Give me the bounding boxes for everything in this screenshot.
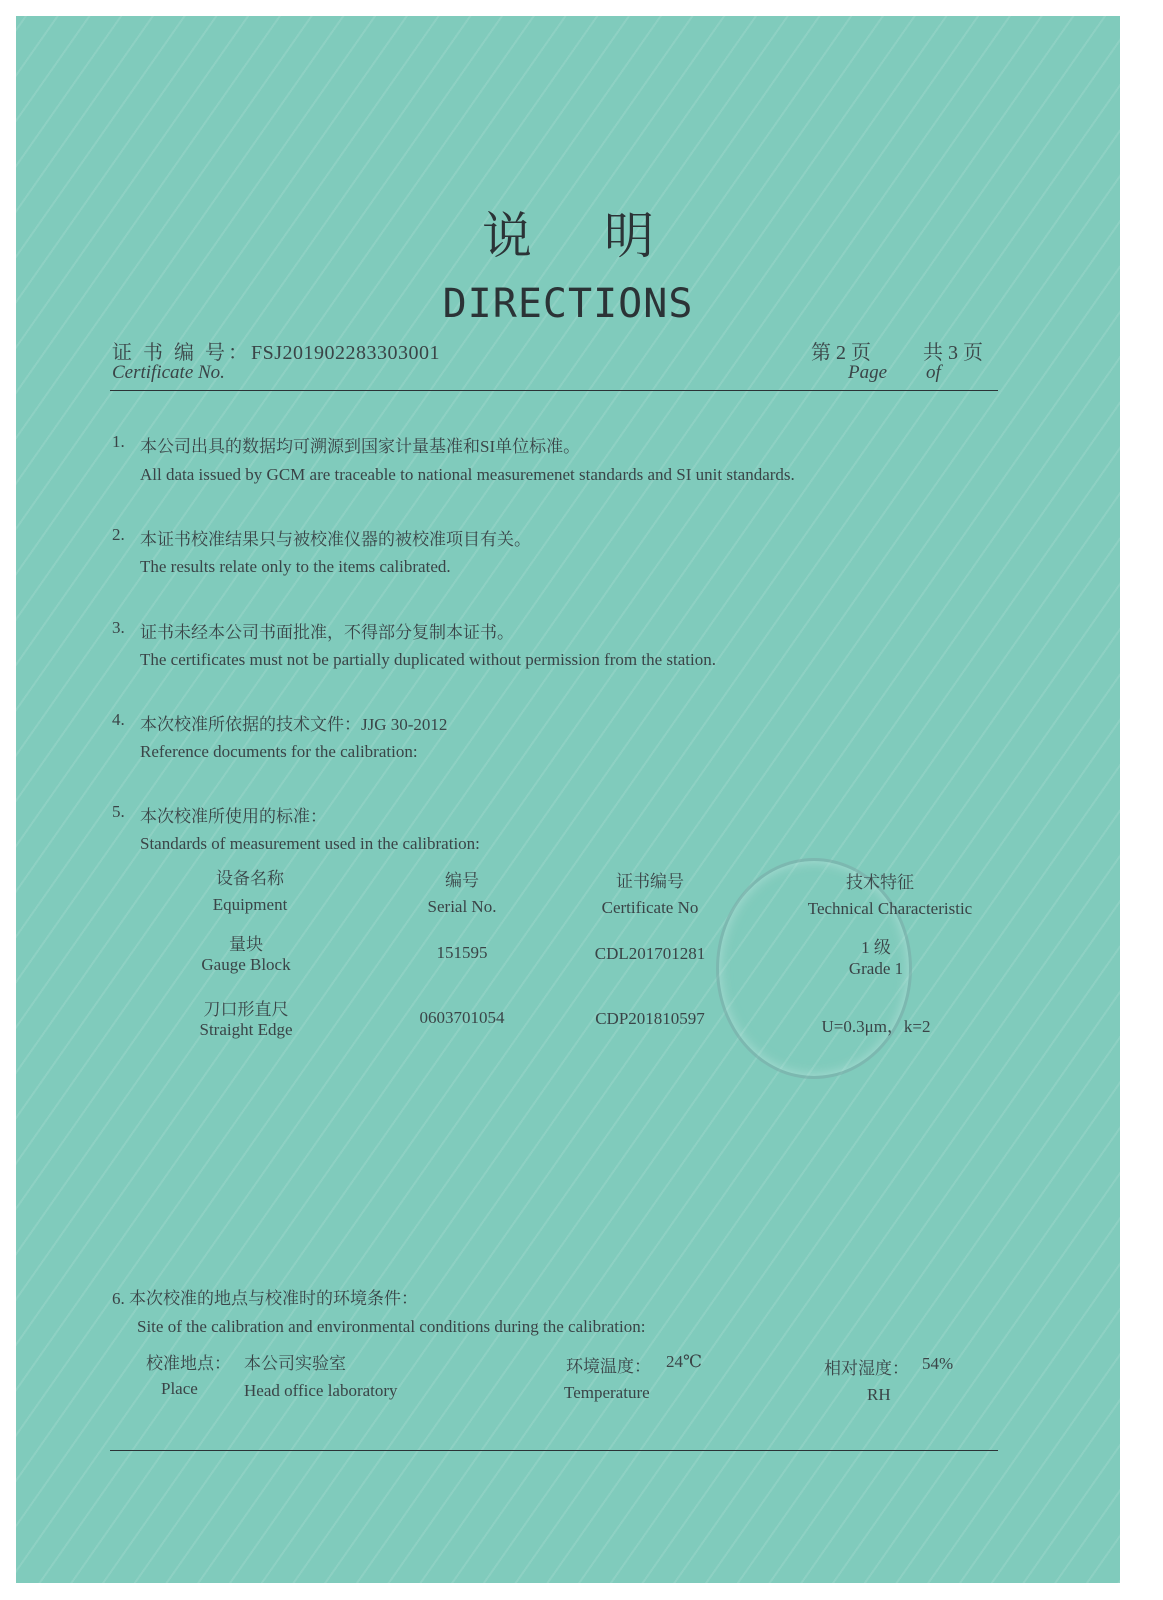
item-text-cn: 本次校准所依据的技术文件：JJG 30-2012 — [140, 715, 448, 734]
total-pages-label-en: of — [926, 362, 941, 383]
column-header-serial-cn: 编号 — [445, 871, 479, 890]
place-value-cn: 本公司实验室 — [244, 1354, 346, 1373]
table-cell-serial: 0603701054 — [419, 1008, 505, 1027]
certificate-number: FSJ201902283303001 — [251, 342, 441, 364]
header-divider — [110, 390, 998, 391]
item-number: 4. — [112, 710, 125, 729]
item-text-cn: 本公司出具的数据均可溯源到国家计量基准和SI单位标准。 — [140, 437, 581, 456]
item-text-en: All data issued by GCM are traceable to national measuremenet standards and SI unit standards. — [140, 465, 795, 484]
temperature-label-en: Temperature — [564, 1383, 650, 1402]
rh-value: 54% — [922, 1354, 954, 1373]
temperature-value: 24℃ — [666, 1352, 703, 1371]
certificate-number-line — [112, 336, 440, 365]
rh-label-en: RH — [867, 1385, 891, 1404]
column-header-certificate-en: Certificate No — [601, 898, 699, 917]
column-header-equipment-en: Equipment — [212, 895, 288, 914]
place-label-en: Place — [161, 1379, 198, 1398]
page-label-en: Page — [848, 362, 888, 383]
item-number: 1. — [112, 432, 125, 451]
item-text-cn: 证书未经本公司书面批准，不得部分复制本证书。 — [140, 623, 514, 642]
column-header-certificate-cn: 证书编号 — [616, 872, 684, 891]
item-number: 5. — [112, 802, 125, 821]
table-cell-equipment-cn: 量块 — [229, 935, 263, 954]
table-cell-equipment-en: Gauge Block — [201, 955, 291, 974]
column-header-technical-cn: 技术特征 — [846, 873, 914, 892]
certificate-sheet — [16, 16, 1120, 1583]
item-text-cn: 本次校准所使用的标准： — [140, 807, 327, 826]
page-title-cn: 说明 — [482, 207, 726, 265]
item-text-en: The results relate only to the items calibrated. — [140, 557, 451, 576]
item-text-en: Reference documents for the calibration: — [140, 742, 418, 761]
certificate-label-cn: 证 书 编 号： — [112, 342, 251, 364]
page-title-en: DIRECTIONS — [442, 281, 694, 327]
temperature-label-cn: 环境温度： — [566, 1357, 651, 1376]
footer-divider — [110, 1450, 998, 1451]
column-header-technical-en: Technical Characteristic — [807, 899, 973, 918]
section6-title-cn: 6. 本次校准的地点与校准时的环境条件： — [112, 1289, 418, 1308]
table-cell-equipment-en: Straight Edge — [199, 1020, 293, 1039]
rh-label-cn: 相对湿度： — [824, 1359, 909, 1378]
place-value-en: Head office laboratory — [244, 1381, 398, 1400]
column-header-equipment-cn: 设备名称 — [216, 869, 284, 888]
table-cell-serial: 151595 — [436, 943, 488, 962]
table-cell-technical-en: Grade 1 — [848, 959, 904, 978]
item-text-en: Standards of measurement used in the calibration: — [140, 834, 480, 853]
table-cell-technical: U=0.3μm，k=2 — [821, 1017, 931, 1036]
section6-title-en: Site of the calibration and environmental conditions during the calibration: — [137, 1317, 646, 1336]
table-cell-technical: 1 级 — [861, 938, 891, 957]
item-number: 2. — [112, 525, 125, 544]
item-text-cn: 本证书校准结果只与被校准仪器的被校准项目有关。 — [140, 530, 531, 549]
table-cell-equipment-cn: 刀口形直尺 — [203, 1000, 289, 1019]
column-header-serial-en: Serial No. — [427, 897, 497, 916]
total-pages-cn: 共 3 页 — [923, 342, 983, 364]
certificate-label-en: Certificate No. — [112, 362, 225, 383]
item-number: 3. — [112, 618, 125, 637]
table-cell-certificate: CDL201701281 — [594, 944, 706, 963]
page-number-cn: 第 2 页 — [811, 342, 871, 364]
place-label-cn: 校准地点： — [146, 1354, 231, 1373]
table-cell-certificate: CDP201810597 — [595, 1009, 705, 1028]
item-text-en: The certificates must not be partially duplicated without permission from the station. — [140, 650, 716, 669]
